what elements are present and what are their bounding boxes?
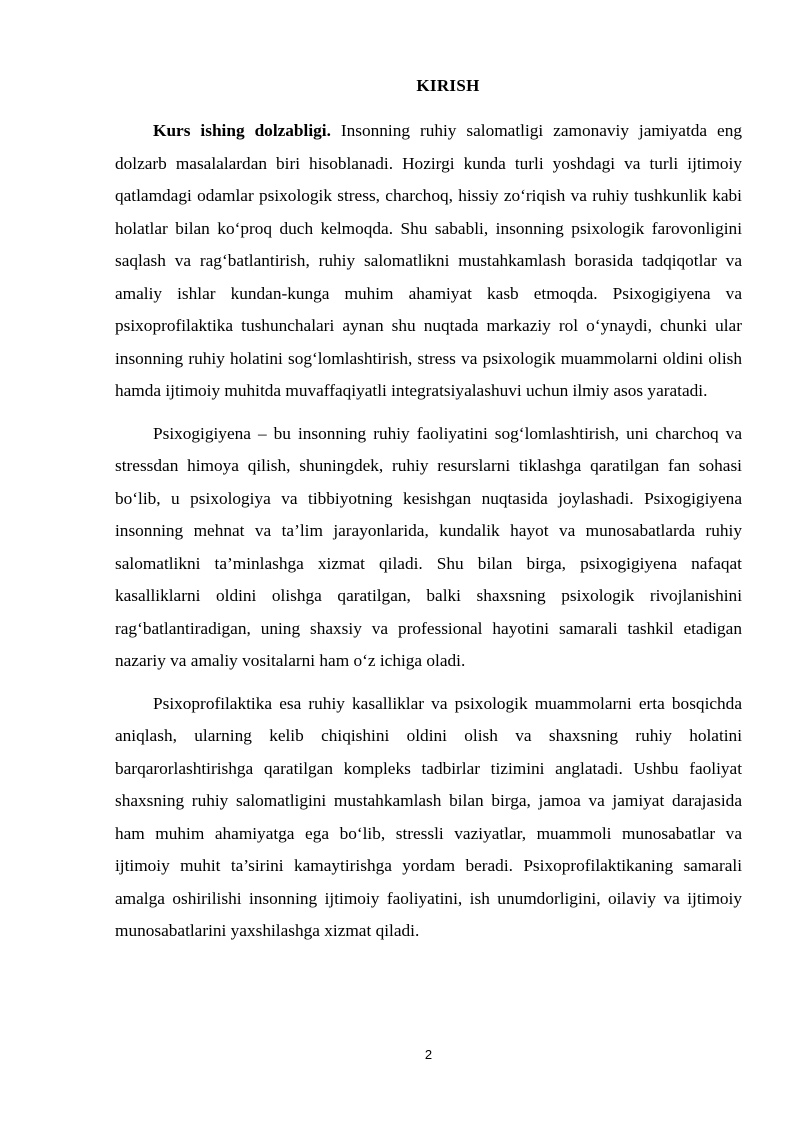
document-body <box>115 115 742 958</box>
paragraph-text: Psixoprofilaktika esa ruhiy kasalliklar va psixologik muammolarni erta bosqichda aniqlash, ularning kelib chiqishini oldini olish va shaxsning ruhiy holatini barqarorlashtirishga qaratilgan kompleks tadbirlar tizimini anglatadi. Ushbu faoliyat shaxsning ruhiy salomatligini mustahkamlash bilan birga, jamoa va jamiyat darajasida ham muhim ahamiyatga ega bo‘lib, stressli vaziyatlar, muammoli munosabatlar va ijtimoiy muhit ta’sirini kamaytirishga yordam beradi. Psixoprofilaktikaning samarali amalga oshirilishi insonning ijtimoiy faoliyatini, ish unumdorligini, oilaviy va ijtimoiy munosabatlarini yaxshilashga xizmat qiladi. <box>115 693 742 940</box>
paragraph-psychoprophylaxis <box>115 688 742 948</box>
paragraph-text: Insonning ruhiy salomatligi zamonaviy jamiyatda eng dolzarb masalalardan biri hisoblanadi. Hozirgi kunda turli yoshdagi va turli ijtimoiy qatlamdagi odamlar psixologik stress, charchoq, hissiy zo‘riqish va ruhiy tushkunlik kabi holatlar bilan ko‘proq duch kelmoqda. Shu sababli, insonning psixologik farovonligini saqlash va rag‘batlantirish, ruhiy salomatlikni mustahkamlash borasida tadqiqotlar va amaliy ishlar kundan-kunga muhim ahamiyat kasb etmoqda. Psixogigiyena va psixoprofilaktika tushunchalari aynan shu nuqtada markaziy rol o‘ynaydi, chunki ular insonning ruhiy holatini sog‘lomlashtirish, stress va psixologik muammolarni oldini olish hamda ijtimoiy muhitda muvaffaqiyatli integratsiyalashuvi uchun ilmiy asos yaratadi. <box>115 121 742 400</box>
section-heading: KIRISH <box>416 76 480 95</box>
paragraph-text: Psixogigiyena – bu insonning ruhiy faoliyatini sog‘lomlashtirish, uni charchoq va stressdan himoya qilish, shuningdek, ruhiy resurslarni tiklashga qaratilgan fan sohasi bo‘lib, u psixologiya va tibbiyotning kesishgan nuqtasida joylashadi. Psixogigiyena insonning mehnat va ta’lim jarayonlarida, kundalik hayot va munosabatlarda ruhiy salomatlikni ta’minlashga xizmat qiladi. Shu bilan birga, psixogigiyena nafaqat kasalliklarni oldini olishga qaratilgan, balki shaxsning psixologik rivojlanishini rag‘batlantiradigan, uning shaxsiy va professional hayotini samarali tashkil etadigan nazariy va amaliy vositalarni ham o‘z ichiga oladi. <box>115 423 742 670</box>
paragraph-lead: Kurs ishing dolzabligi. <box>153 121 331 140</box>
paragraph-relevance <box>115 115 742 408</box>
paragraph-psychohygiene <box>115 418 742 678</box>
page-number: 2 <box>424 1047 433 1062</box>
